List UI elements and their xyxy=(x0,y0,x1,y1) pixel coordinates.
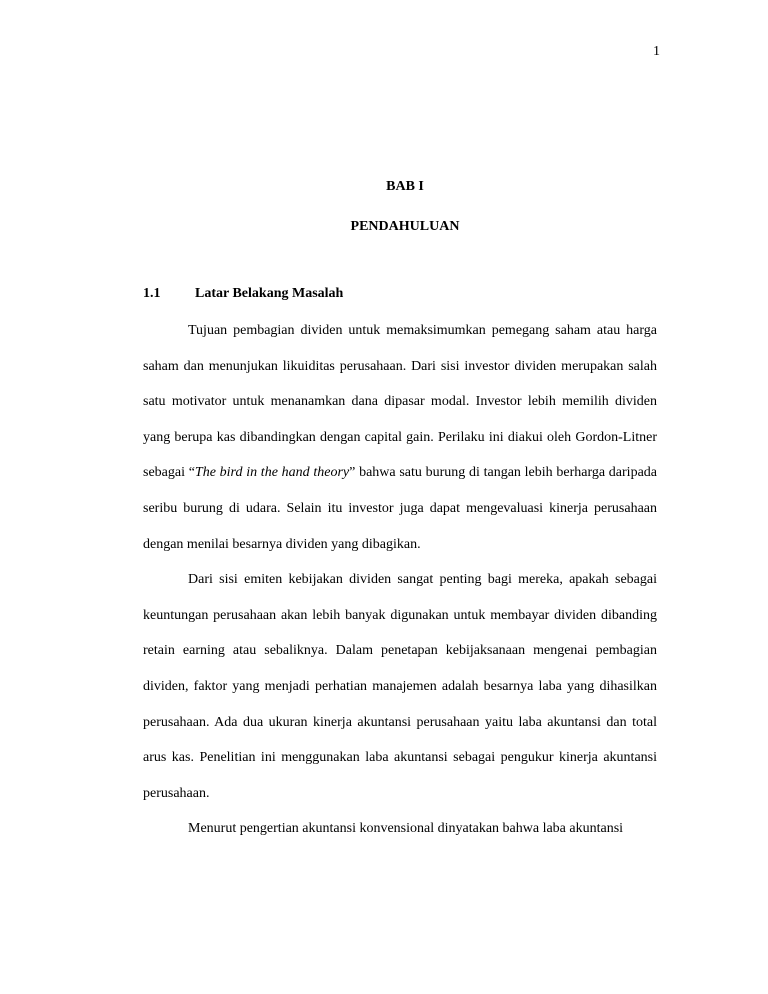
section-heading xyxy=(143,286,343,302)
chapter-title: PENDAHULUAN xyxy=(350,219,460,234)
paragraph-2: Dari sisi emiten kebijakan dividen sangat penting bagi mereka, apakah sebagai keuntungan perusahaan akan lebih banyak digunakan untuk membayar dividen dibanding retain earning atau sebaliknya. Dalam penetapan kebijaksanaan mengenai pembagian dividen, faktor yang menjadi perhatian manajemen adalah besarnya laba yang dihasilkan perusahaan. Ada dua ukuran kinerja akuntansi perusahaan yaitu laba akuntansi dan total arus kas. Penelitian ini menggunakan laba akuntansi sebagai pengukur kinerja akuntansi perusahaan. xyxy=(143,572,657,801)
page-number: 1 xyxy=(653,44,660,59)
paragraph-1 xyxy=(143,313,657,562)
theory-name-italic: The bird in the hand theory xyxy=(194,465,350,481)
paragraph-1-text-a: Tujuan pembagian dividen untuk memaksimumkan pemegang saham atau harga saham dan menunjukan likuiditas perusahaan. Dari sisi investor dividen merupakan salah satu motivator untuk menanamkan dana dipasar modal. Investor lebih memilih dividen yang berupa kas dibandingkan dengan capital gain. Perilaku ini diakui oleh Gordon-Litner sebagai “ xyxy=(143,323,657,481)
paragraph-1-text-b: ” bahwa satu burung di tangan lebih berharga daripada seribu burung di udara. Selain itu investor juga dapat mengevaluasi kinerja perusahaan dengan menilai besarnya dividen yang dibagikan. xyxy=(143,465,657,552)
chapter-number: BAB I xyxy=(386,179,424,194)
section-number: 1.1 xyxy=(143,286,161,301)
paragraph-3: Menurut pengertian akuntansi konvensional dinyatakan bahwa laba akuntansi xyxy=(188,821,624,837)
section-title: Latar Belakang Masalah xyxy=(195,286,344,301)
body-text xyxy=(143,313,657,847)
